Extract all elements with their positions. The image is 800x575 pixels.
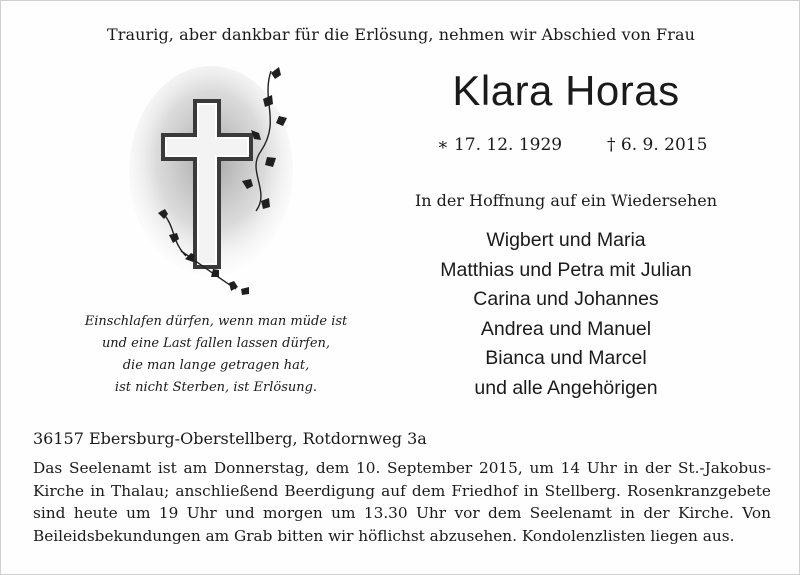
address: 36157 Ebersburg-Oberstellberg, Rotdornweg 3a	[33, 429, 427, 448]
service-details: Das Seelenamt ist am Donnerstag, dem 10. September 2015, um 14 Uhr in der St.-Jakobus-Kirche in Thalau; anschließend Beerdigung auf dem Friedhof in Stellberg. Rosenkranzgebete sind heute um 19 Uhr und morgen um 13.30 Uhr vor dem Seelenamt in der Kirche. Von Beileidsbekundungen am Grab bitten wir höflichst abzusehen. Kondolenzlisten liegen aus.	[33, 459, 771, 545]
verse-line: die man lange getragen hat,	[122, 358, 310, 373]
family-member: Carina und Johannes	[473, 288, 659, 310]
verse-line: Einschlafen dürfen, wenn man müde ist	[84, 314, 348, 329]
deceased-name: Klara Horas	[452, 67, 680, 114]
hope-line: In der Hoffnung auf ein Wiedersehen	[414, 191, 718, 210]
family-member: Wigbert und Maria	[486, 229, 646, 251]
family-member: Bianca und Marcel	[485, 347, 647, 369]
family-member: und alle Angehörigen	[474, 376, 658, 399]
family-member: Andrea und Manuel	[480, 317, 652, 340]
cross-icon	[121, 61, 301, 296]
verse-line: und eine Last fallen lassen dürfen,	[101, 336, 331, 351]
intro-text: Traurig, aber dankbar für die Erlösung, nehmen wir Abschied von Frau	[106, 25, 696, 44]
verse	[71, 311, 361, 399]
death-date: † 6. 9. 2015	[607, 135, 708, 155]
family-list	[401, 226, 731, 403]
verse-line: ist nicht Sterben, ist Erlösung.	[114, 380, 318, 395]
family-member: Matthias und Petra mit Julian	[440, 258, 692, 281]
birth-date: ∗ 17. 12. 1929	[437, 135, 563, 155]
